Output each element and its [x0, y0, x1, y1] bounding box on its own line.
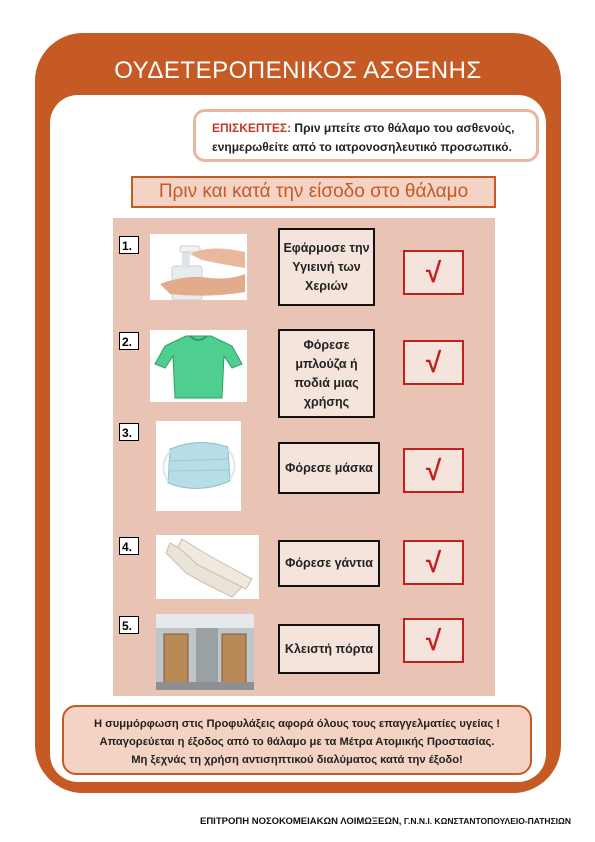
footer-credit — [200, 816, 571, 827]
notice-line1: Η συμμόρφωση στις Προφυλάξεις αφορά όλους τους επαγγελματίες υγείας ! — [93, 718, 501, 730]
instruction-hand-hygiene — [278, 228, 375, 306]
instruction-gloves: Φόρεσε γάντια — [278, 540, 380, 587]
compliance-notice — [62, 705, 532, 775]
instruction-line: Υγιεινή των — [292, 259, 361, 274]
check-mark: √ — [403, 540, 464, 585]
gown-photo — [150, 330, 247, 402]
instruction-line: ποδιά μιας — [294, 375, 359, 390]
instruction-line: χρήσης — [303, 394, 350, 409]
door-photo — [156, 614, 254, 690]
instruction-line: μπλούζα ή — [295, 356, 358, 371]
step-number: 4. — [119, 537, 139, 555]
check-mark: √ — [403, 250, 464, 295]
check-mark: √ — [403, 340, 464, 385]
check-mark: √ — [403, 448, 464, 493]
visitor-label: ΕΠΙΣΚΕΠΤΕΣ: — [212, 121, 292, 135]
visitor-line1: Πριν μπείτε στο θάλαμο του ασθενούς, — [294, 121, 515, 135]
section-heading: Πριν και κατά την είσοδο στο θάλαμο — [131, 176, 496, 208]
step-number: 1. — [119, 236, 139, 254]
notice-line2: Απαγορεύεται η έξοδος από το θάλαμο με τα Μέτρα Ατομικής Προστασίας. — [99, 736, 495, 748]
visitor-line2: ενημερωθείτε από το ιατρονοσηλευτικό προσωπικό. — [212, 140, 512, 154]
hand-sanitizer-photo — [150, 234, 247, 300]
step-number: 3. — [119, 423, 139, 441]
footer-hospital: Γ.Ν.Ν.Ι. ΚΩΝΣΤΑΝΤΟΠΟΥΛΕΙΟ-ΠΑΤΗΣΙΩΝ — [401, 816, 571, 826]
step-number: 5. — [119, 616, 139, 634]
visitor-note — [193, 109, 539, 162]
instruction-line: Εφάρμοσε την — [283, 240, 370, 255]
instruction-line: Χεριών — [304, 278, 348, 293]
step-number: 2. — [119, 332, 139, 350]
instruction-gown — [278, 329, 375, 418]
footer-committee: ΕΠΙΤΡΟΠΗ ΝΟΣΟΚΟΜΕΙΑΚΩΝ ΛΟΙΜΩΞΕΩΝ, — [199, 816, 402, 827]
instruction-door: Κλειστή πόρτα — [278, 624, 380, 674]
gloves-photo — [156, 535, 259, 599]
poster-title: ΟΥΔΕΤΕΡΟΠΕΝΙΚΟΣ ΑΣΘΕΝΗΣ — [114, 57, 482, 84]
check-mark: √ — [403, 618, 464, 663]
mask-photo — [156, 421, 241, 511]
instruction-mask: Φόρεσε μάσκα — [278, 442, 380, 494]
instruction-line: Φόρεσε — [303, 337, 350, 352]
notice-line3: Μη ξεχνάς τη χρήση αντισηπτικού διαλύματος κατά την έξοδο! — [131, 754, 463, 766]
